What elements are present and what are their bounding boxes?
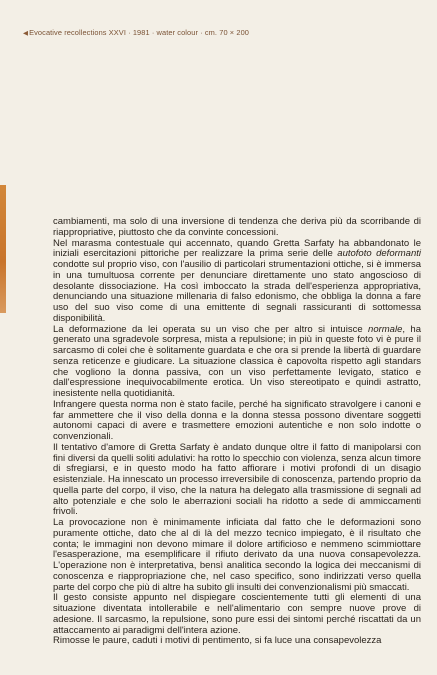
caption-marker: ◀ bbox=[23, 30, 29, 37]
emphasis: autofoto deformanti bbox=[337, 248, 421, 260]
emphasis: normale bbox=[368, 323, 403, 335]
paragraph-8: Rimosse le paure, caduti i motivi di pentimento, si fa luce una consapevolezza bbox=[53, 635, 382, 647]
paragraph-5: Il tentativo d'amore di Gretta Sarfaty è andato dunque oltre il fatto di manipolarsi con fini diversi da quelli soliti adulativi: ha rotto lo specchio con violenza, senza alcun timore di sfregiarsi, e in questo modo ha fatto affiorare i motivi profondi di un disagio esistenziale. Ha innescato un processo irreversibile di conoscenza, partendo proprio da quella parte del corpo, il viso, che la natura ha delegato alla trasmissione di segnali ad alto potenziale e che solo le aberrazioni sociali ha ridotto a sede di ammiccamenti frivoli. bbox=[53, 441, 421, 518]
paragraph-3: La deformazione da lei operata su un viso che per altro si intuisce normale, ha generato una sgradevole sorpresa, mista a repulsione; in più in queste foto vi è pure il sarcasmo di colei che è solitamente guardata e che ora si prende la libertà di guardare senza reticenze e giudicare. La situazione classica è capovolta rispetto agli standars che vogliono la donna passiva, con un viso perfettamente levigato, statico e dall'espressione inequivocabilmente erotica. Un viso stereotipato e quindi astratto, inesistente nella quotidianità. bbox=[53, 323, 421, 399]
orange-edge-accent bbox=[0, 185, 6, 313]
paragraph-7: Il gesto consiste appunto nel dispiegare coscientemente tutti gli elementi di una situazione diventata intollerabile e nell'alimentario con sempre nuove prove di adesione. Il sarcasmo, la repulsione, sono pure essi dei sintomi perché riscattati da un attaccamento ai paradigmi dell'intera azione. bbox=[53, 592, 421, 636]
image-caption bbox=[23, 28, 249, 37]
body-text bbox=[53, 217, 421, 647]
paragraph-2: Nel marasma contestuale qui accennato, quando Gretta Sarfaty ha abbandonato le iniziali esercitazioni pittoriche per realizzare la prima serie delle autofoto deformanti condotte sul proprio viso, con l'ausilio di particolari strumentazioni ottiche, si è immersa in una tumultuosa corrente per denunciare direttamente uno stato angoscioso di desolante dissociazione. Ha così imboccato la strada dell'esperienza appropriativa, denunciando una situazione millenaria di falso edonismo, che obbliga la donna a fare uso del suo viso come di una emittente di segnali rassicuranti di sottomessa disponibilità. bbox=[53, 237, 421, 324]
paragraph-1: cambiamenti, ma solo di una inversione di tendenza che deriva più da scorribande di riappropriative, piuttosto che da convinte concessioni. bbox=[53, 216, 421, 238]
paragraph-6: La provocazione non è minimamente inficiata dal fatto che le deformazioni sono puramente ottiche, dato che al di là del mezzo tecnico impiegato, è il risultato che conta; le immagini non devono mimare il dolore artificioso e nemmeno scimmiottare l'esasperazione, ma esemplificare il rifiuto derivato da una nuova consapevolezza. L'operazione non è interpretativa, bensì analitica secondo la logica dei meccanismi di conoscenza e riappropriazione che, nel caso specifico, sono indirizzati verso quella parte del corpo che più di altre ha subito gli insulti dei convenzionalismi più smaccati. bbox=[53, 517, 421, 593]
paragraph-4: Infrangere questa norma non è stato facile, perché ha significato stravolgere i canoni e far ammettere che il viso della donna e la donna stessa possono diventare soggetti autonomi capaci di avere e trasmettere emozioni autentiche e non solo indotte o convenzionali. bbox=[53, 398, 421, 442]
caption-text: Evocative recollections XXVI · 1981 · water colour · cm. 70 × 200 bbox=[29, 28, 250, 37]
